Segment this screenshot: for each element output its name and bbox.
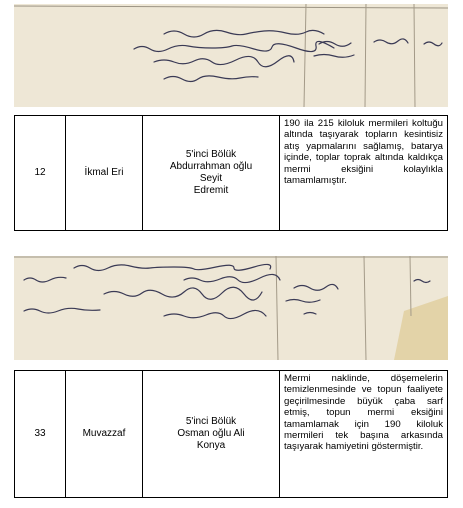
unit-line: Abdurrahman oğlu [169,161,253,172]
record-rank: İkmal Eri [66,116,143,230]
archival-scan-2 [14,256,448,360]
record-number: 33 [15,371,66,497]
record-description [280,116,447,230]
unit-line: Konya [196,440,226,451]
unit-line: Seyit [199,173,223,184]
record-rank: Muvazzaf [66,371,143,497]
description-text: 190 ila 215 kiloluk mermileri koltuğu altında taşıyarak topların kesintisiz atış yapmalarını sağlamış, batarya içinde, toplar toprak altında kaldıkça mermi eksiğini kolaylıkla tamamlamıştır. [284,118,443,187]
record-table-row [14,115,448,231]
description-text: Mermi naklinde, döşemelerin temizlenmesinde ve topun faaliyete geçirilmesinde büyük çaba sarf etmiş, topun mermi eksiğini tamamlamak için 190 kiloluk mermileri tek başına arkasında taşıyarak hamiyetini göstermiştir. [284,373,443,453]
unit-line: Edremit [193,185,229,196]
record-unit [143,116,280,230]
record-number: 12 [15,116,66,230]
archival-scan-1 [14,4,448,107]
record-unit [143,371,280,497]
record-description [280,371,447,497]
unit-line: 5'inci Bölük [185,149,237,160]
unit-line: Osman oğlu Ali [177,428,245,439]
unit-line: 5'inci Bölük [185,416,237,427]
record-table-row [14,370,448,498]
